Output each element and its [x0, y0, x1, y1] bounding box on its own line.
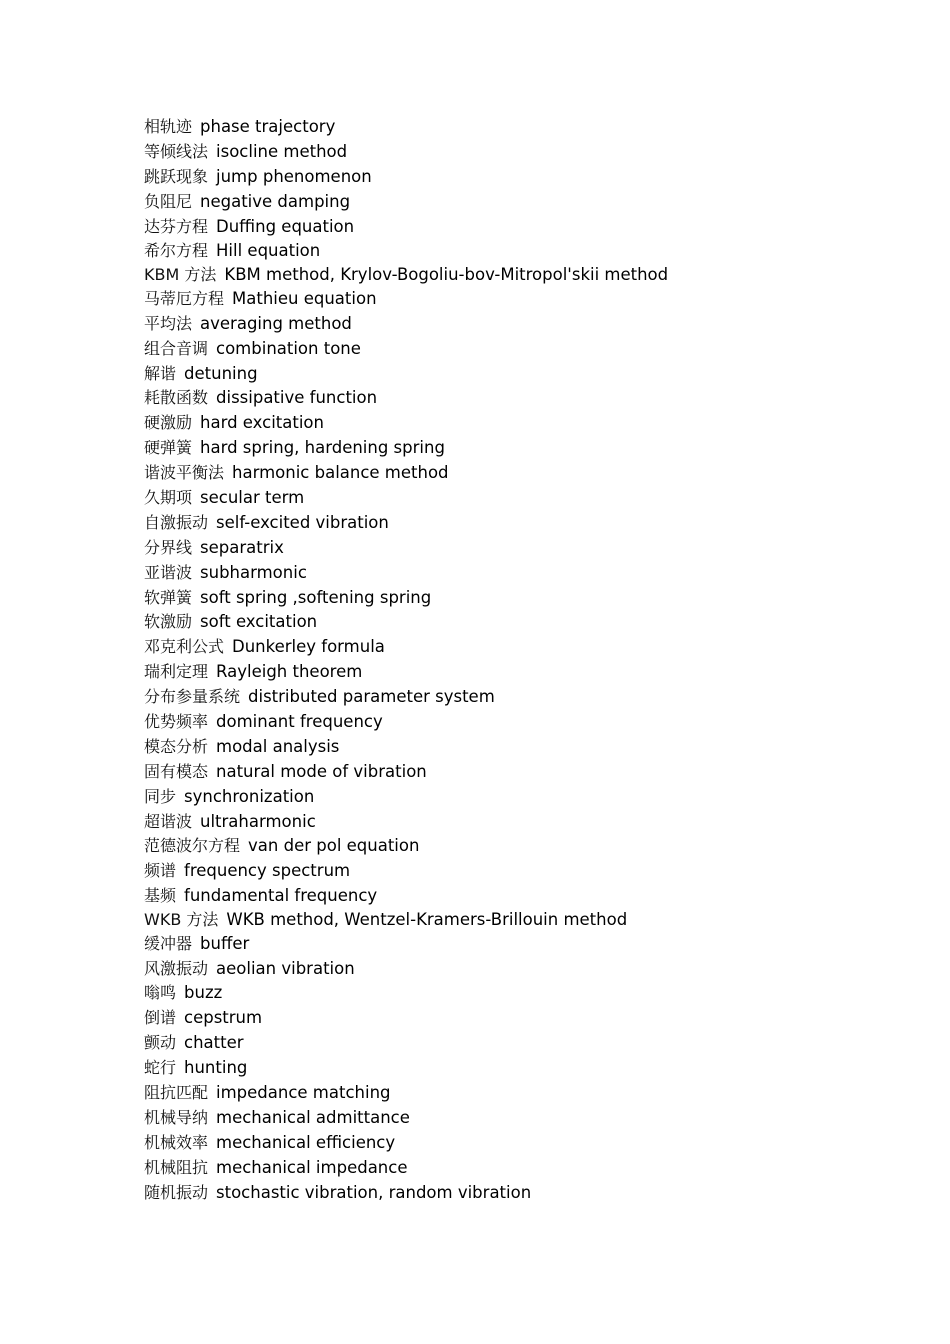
- term-chinese: 自激振动: [144, 512, 209, 532]
- term-chinese: 平均法: [144, 313, 193, 333]
- term-row: [144, 610, 904, 635]
- term-row: [144, 1106, 904, 1131]
- term-row: [144, 1006, 904, 1031]
- term-chinese: 机械效率: [144, 1132, 209, 1152]
- term-chinese: 解谐: [144, 363, 177, 383]
- term-chinese: 软弹簧: [144, 587, 193, 607]
- term-english: fundamental frequency: [184, 886, 378, 906]
- term-chinese: 软激励: [144, 612, 193, 632]
- term-english: cepstrum: [184, 1008, 263, 1028]
- term-english: soft excitation: [200, 612, 318, 632]
- term-chinese: 耗散函数: [144, 388, 209, 408]
- term-row: [144, 190, 904, 215]
- term-english: isocline method: [216, 141, 348, 161]
- term-english: van der pol equation: [248, 836, 420, 856]
- term-english: buffer: [200, 933, 250, 953]
- term-chinese: 达芬方程: [144, 216, 209, 236]
- term-row: [144, 1181, 904, 1206]
- term-english: Mathieu equation: [232, 288, 377, 308]
- term-english: separatrix: [200, 537, 284, 557]
- term-row: [144, 932, 904, 957]
- term-row: [144, 957, 904, 982]
- term-english: Hill equation: [216, 241, 321, 261]
- term-english: combination tone: [216, 338, 361, 358]
- term-chinese: 硬弹簧: [144, 438, 193, 458]
- term-chinese: KBM 方法: [144, 265, 217, 285]
- term-chinese: 缓冲器: [144, 933, 193, 953]
- term-chinese: 久期项: [144, 487, 193, 507]
- term-row: [144, 215, 904, 240]
- term-english: self-excited vibration: [216, 512, 389, 532]
- term-row: [144, 981, 904, 1006]
- term-english: Rayleigh theorem: [216, 662, 363, 682]
- term-chinese: 马蒂厄方程: [144, 288, 225, 308]
- term-row: [144, 165, 904, 190]
- term-english: Dunkerley formula: [232, 637, 385, 657]
- term-chinese: 谐波平衡法: [144, 463, 225, 483]
- term-chinese: 超谐波: [144, 811, 193, 831]
- term-row: [144, 1156, 904, 1181]
- term-english: buzz: [184, 983, 223, 1003]
- term-chinese: 等倾线法: [144, 141, 209, 161]
- term-english: stochastic vibration, random vibration: [216, 1182, 532, 1202]
- term-row: [144, 635, 904, 660]
- term-row: [144, 785, 904, 810]
- term-english: dissipative function: [216, 388, 378, 408]
- term-english: soft spring ,softening spring: [200, 587, 432, 607]
- term-chinese: 组合音调: [144, 338, 209, 358]
- term-chinese: 硬激励: [144, 413, 193, 433]
- term-chinese: 风激振动: [144, 958, 209, 978]
- term-english: subharmonic: [200, 562, 307, 582]
- term-chinese: 瑞利定理: [144, 662, 209, 682]
- term-chinese: 阻抗匹配: [144, 1082, 209, 1102]
- term-row: [144, 884, 904, 909]
- term-chinese: WKB 方法: [144, 910, 219, 930]
- term-english: harmonic balance method: [232, 463, 449, 483]
- term-row: [144, 312, 904, 337]
- term-chinese: 亚谐波: [144, 562, 193, 582]
- term-row: [144, 586, 904, 611]
- term-row: [144, 810, 904, 835]
- term-row: [144, 1056, 904, 1081]
- term-row: [144, 909, 904, 932]
- term-row: [144, 735, 904, 760]
- term-english: hunting: [184, 1058, 248, 1078]
- term-chinese: 优势频率: [144, 711, 209, 731]
- term-english: hard excitation: [200, 413, 324, 433]
- term-row: [144, 461, 904, 486]
- term-chinese: 邓克利公式: [144, 637, 225, 657]
- term-row: [144, 834, 904, 859]
- term-chinese: 相轨迹: [144, 117, 193, 136]
- term-chinese: 机械阻抗: [144, 1157, 209, 1177]
- term-chinese: 嗡鸣: [144, 983, 177, 1003]
- term-english: mechanical admittance: [216, 1107, 410, 1127]
- term-row: [144, 710, 904, 735]
- term-english: hard spring, hardening spring: [200, 438, 445, 458]
- term-row: [144, 140, 904, 165]
- term-row: [144, 239, 904, 264]
- term-english: WKB method, Wentzel-Kramers-Brillouin method: [226, 910, 628, 930]
- term-english: KBM method, Krylov-Bogoliu-bov-Mitropol'skii method: [224, 265, 669, 285]
- term-chinese: 随机振动: [144, 1182, 209, 1202]
- term-english: frequency spectrum: [184, 861, 351, 881]
- term-row: [144, 561, 904, 586]
- term-chinese: 固有模态: [144, 761, 209, 781]
- term-chinese: 颤动: [144, 1033, 177, 1053]
- term-row: [144, 386, 904, 411]
- term-row: [144, 859, 904, 884]
- term-row: [144, 511, 904, 536]
- term-row: [144, 287, 904, 312]
- term-chinese: 模态分析: [144, 736, 209, 756]
- term-row: [144, 264, 904, 287]
- term-row: [144, 337, 904, 362]
- term-row: [144, 411, 904, 436]
- term-row: [144, 1031, 904, 1056]
- term-english: chatter: [184, 1033, 244, 1053]
- term-english: natural mode of vibration: [216, 761, 427, 781]
- term-chinese: 同步: [144, 786, 177, 806]
- term-chinese: 跳跃现象: [144, 166, 209, 186]
- term-english: averaging method: [200, 313, 352, 333]
- term-chinese: 范德波尔方程: [144, 836, 241, 856]
- term-row: [144, 115, 904, 140]
- term-english: mechanical efficiency: [216, 1132, 396, 1152]
- term-chinese: 机械导纳: [144, 1107, 209, 1127]
- term-row: [144, 536, 904, 561]
- term-row: [144, 1131, 904, 1156]
- term-row: [144, 1081, 904, 1106]
- term-english: mechanical impedance: [216, 1157, 408, 1177]
- term-english: phase trajectory: [200, 117, 336, 136]
- term-english: modal analysis: [216, 736, 340, 756]
- term-chinese: 基频: [144, 886, 177, 906]
- term-chinese: 分界线: [144, 537, 193, 557]
- term-row: [144, 660, 904, 685]
- term-english: dominant frequency: [216, 711, 383, 731]
- term-chinese: 蛇行: [144, 1058, 177, 1078]
- term-english: synchronization: [184, 786, 315, 806]
- term-row: [144, 760, 904, 785]
- term-english: secular term: [200, 487, 305, 507]
- term-english: detuning: [184, 363, 258, 383]
- term-english: Duffing equation: [216, 216, 355, 236]
- term-chinese: 频谱: [144, 861, 177, 881]
- term-english: jump phenomenon: [216, 166, 372, 186]
- term-chinese: 倒谱: [144, 1008, 177, 1028]
- term-english: negative damping: [200, 191, 351, 211]
- glossary-list: [144, 115, 904, 1205]
- term-chinese: 希尔方程: [144, 241, 209, 261]
- term-row: [144, 486, 904, 511]
- term-english: distributed parameter system: [248, 687, 495, 707]
- term-english: aeolian vibration: [216, 958, 355, 978]
- term-row: [144, 685, 904, 710]
- term-row: [144, 436, 904, 461]
- term-english: ultraharmonic: [200, 811, 316, 831]
- term-chinese: 负阻尼: [144, 191, 193, 211]
- term-row: [144, 362, 904, 387]
- term-chinese: 分布参量系统: [144, 687, 241, 707]
- term-english: impedance matching: [216, 1082, 391, 1102]
